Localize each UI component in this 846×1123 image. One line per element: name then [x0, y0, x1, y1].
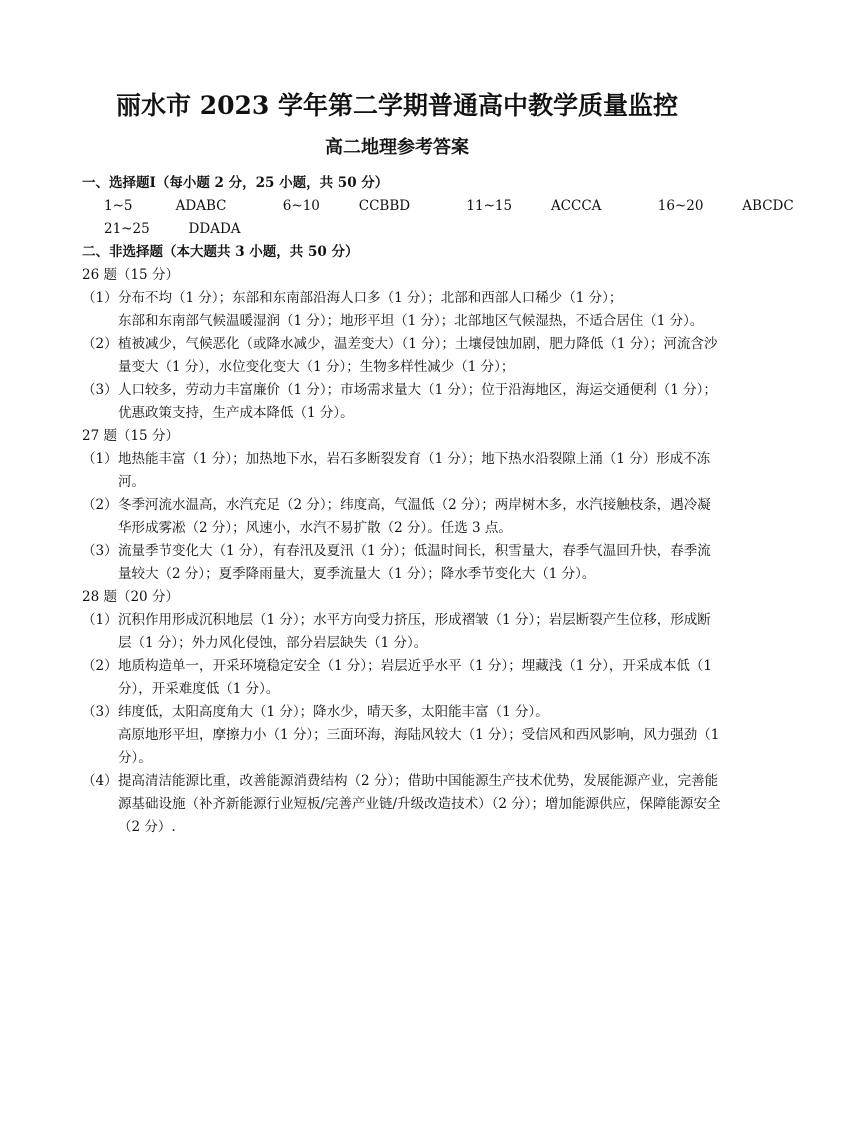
item-text: 沉积作用形成沉积地层（1 分）；水平方向受力挤压，形成褶皱（1 分）；岩层断裂产生位移，形成断层（1 分）；外力风化侵蚀，部分岩层缺失（1 分）。	[118, 612, 711, 651]
item-number: （4）	[82, 773, 118, 789]
q26-item-1	[82, 287, 722, 333]
item-number: （3）	[82, 543, 118, 559]
answer-content	[82, 172, 794, 839]
section1-heading: 一、选择题Ⅰ（每小题 2 分，25 小题，共 50 分）	[82, 175, 389, 191]
mc-range-5: 21~25 DDADA	[104, 221, 241, 237]
mc-range-3: 11~15 ACCCA	[466, 198, 602, 214]
item-number: （1）	[82, 451, 118, 467]
item-number: （3）	[82, 382, 118, 398]
mc-answers-row-1	[82, 195, 794, 218]
item-text: 纬度低，太阳高度角大（1 分）；降水少，晴天多，太阳能丰富（1 分）。	[118, 704, 549, 720]
document-subtitle: 高二地理参考答案	[325, 137, 469, 158]
item-text: 地热能丰富（1 分）；加热地下水，岩石多断裂发育（1 分）；地下热水沿裂隙上涌（1 分）形成不冻河。	[118, 451, 711, 490]
q28-item-2	[82, 655, 722, 701]
q26-item-2	[82, 333, 722, 379]
mc-range-2: 6~10 CCBBD	[282, 198, 411, 214]
item-number: （1）	[82, 290, 118, 306]
mc-code-3: ACCCA	[550, 198, 602, 214]
q27-item-1	[82, 448, 722, 494]
item-text: 地质构造单一，开采环境稳定安全（1 分）；岩层近乎水平（1 分）；埋藏浅（1 分），开采成本低（1 分），开采难度低（1 分）。	[118, 658, 712, 697]
q27-item-2	[82, 494, 722, 540]
mc-code-4: ABCDC	[742, 198, 794, 214]
item-text: 人口较多，劳动力丰富廉价（1 分）；市场需求量大（1 分）；位于沿海地区，海运交通便利（1 分）；优惠政策支持，生产成本降低（1 分）。	[118, 382, 717, 421]
q27-heading: 27 题（15 分）	[82, 428, 179, 444]
item-number: （3）	[82, 704, 118, 720]
item-text: 分布不均（1 分）；东部和东南部沿海人口多（1 分）；北部和西部人口稀少（1 分）；	[118, 290, 623, 306]
q26-heading: 26 题（15 分）	[82, 267, 179, 283]
q28-item-1	[82, 609, 722, 655]
mc-code-2: CCBBD	[358, 198, 411, 214]
item-text: 冬季河流水温高，水汽充足（2 分）；纬度高，气温低（2 分）；两岸树木多，水汽接触枝条，遇冷凝华形成雾凇（2 分）；风速小，水汽不易扩散（2 分）。任选 3 点。	[118, 497, 711, 536]
section2-heading: 二、非选择题（本大题共 3 小题，共 50 分）	[82, 244, 359, 260]
item-number: （1）	[82, 612, 118, 628]
item-text-continued: 东部和东南部气候温暖湿润（1 分）；地形平坦（1 分）；北部地区气候湿热，不适合居住（1 分）。	[118, 313, 704, 329]
item-number: （2）	[82, 497, 118, 513]
mc-code-1: ADABC	[175, 198, 227, 214]
mc-range-4: 16~20 ABCDC	[657, 198, 794, 214]
q28-item-4	[82, 770, 722, 839]
item-number: （2）	[82, 336, 118, 352]
document-title: 丽水市 2023 学年第二学期普通高中教学质量监控	[116, 91, 678, 120]
q28-item-3	[82, 701, 722, 770]
item-text-continued: 高原地形平坦，摩擦力小（1 分）；三面环海，海陆风较大（1 分）；受信风和西风影响，风力强劲（1 分）。	[118, 727, 720, 766]
mc-range-1: 1~5 ADABC	[104, 198, 227, 214]
item-text: 植被减少，气候恶化（或降水减少，温差变大）（1 分）；土壤侵蚀加剧，肥力降低（1 分）；河流含沙量变大（1 分），水位变化变大（1 分）；生物多样性减少（1 分）；	[118, 336, 718, 375]
q26-item-3	[82, 379, 722, 425]
item-text: 流量季节变化大（1 分），有春汛及夏汛（1 分）；低温时间长，积雪量大，春季气温回升快，春季流量较大（2 分）；夏季降雨量大，夏季流量大（1 分）；降水季节变化大（1 分）。	[118, 543, 711, 582]
q28-heading: 28 题（20 分）	[82, 589, 179, 605]
item-number: （2）	[82, 658, 118, 674]
item-text: 提高清洁能源比重，改善能源消费结构（2 分）；借助中国能源生产技术优势，发展能源产业，完善能源基础设施（补齐新能源行业短板/完善产业链/升级改造技术）（2 分）；增加能源供应，保障能源安全（2 分）.	[118, 773, 721, 835]
q27-item-3	[82, 540, 722, 586]
mc-answers-row-2	[82, 218, 722, 241]
mc-code-5: DDADA	[188, 221, 241, 237]
